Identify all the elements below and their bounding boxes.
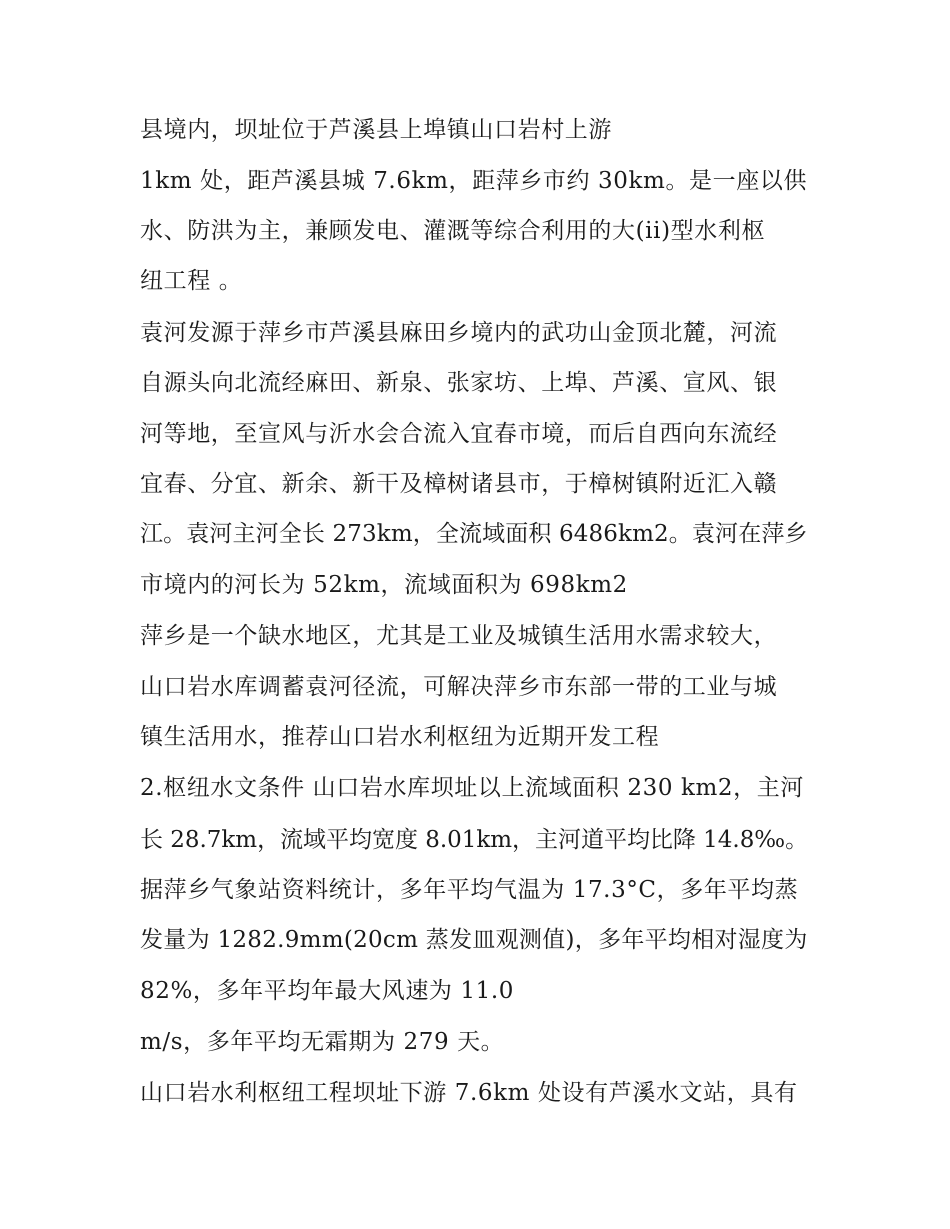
text-line: 山口岩水库调蓄袁河径流，可解决萍乡市东部一带的工业与城 — [140, 674, 778, 700]
text-line: 水、防洪为主，兼顾发电、灌溉等综合利用的大(ii)型水利枢 — [140, 218, 766, 244]
text-line: 纽工程 。 — [140, 268, 243, 294]
text-line: 河等地，至宣风与沂水会合流入宜春市境，而后自西向东流经 — [140, 421, 778, 447]
text-line: 山口岩水利枢纽工程坝址下游 7.6km 处设有芦溪水文站，具有 — [140, 1080, 798, 1106]
text-line: 萍乡是一个缺水地区，尤其是工业及城镇生活用水需求较大， — [140, 623, 778, 649]
text-line: 县境内，坝址位于芦溪县上埠镇山口岩村上游 — [140, 117, 612, 143]
text-line: 江。袁河主河全长 273km，全流域面积 6486km2。袁河在萍乡 — [140, 521, 808, 547]
text-line: 1km 处，距芦溪县城 7.6km，距萍乡市约 30km。是一座以供 — [140, 168, 808, 194]
text-line: m/s，多年平均无霜期为 279 天。 — [140, 1029, 505, 1055]
text-line: 镇生活用水，推荐山口岩水利枢纽为近期开发工程 — [140, 724, 660, 750]
text-line: 市境内的河长为 52km，流域面积为 698km2 — [140, 572, 628, 598]
text-line: 长 28.7km，流域平均宽度 8.01km，主河道平均比降 14.8‰。 — [140, 827, 809, 853]
text-line: 发量为 1282.9mm(20cm 蒸发皿观测值)，多年平均相对湿度为 — [140, 927, 808, 953]
text-line: 82%，多年平均年最大风速为 11.0 — [140, 978, 515, 1004]
text-line: 2.枢纽水文条件 山口岩水库坝址以上流域面积 230 km2，主河 — [140, 775, 804, 801]
text-line: 自源头向北流经麻田、新泉、张家坊、上埠、芦溪、宣风、银 — [140, 370, 778, 396]
text-line: 宜春、分宜、新余、新干及樟树诸县市，于樟树镇附近汇入赣 — [140, 471, 778, 497]
text-line: 袁河发源于萍乡市芦溪县麻田乡境内的武功山金顶北麓，河流 — [140, 320, 778, 346]
text-line: 据萍乡气象站资料统计，多年平均气温为 17.3°C，多年平均蒸 — [140, 877, 799, 903]
